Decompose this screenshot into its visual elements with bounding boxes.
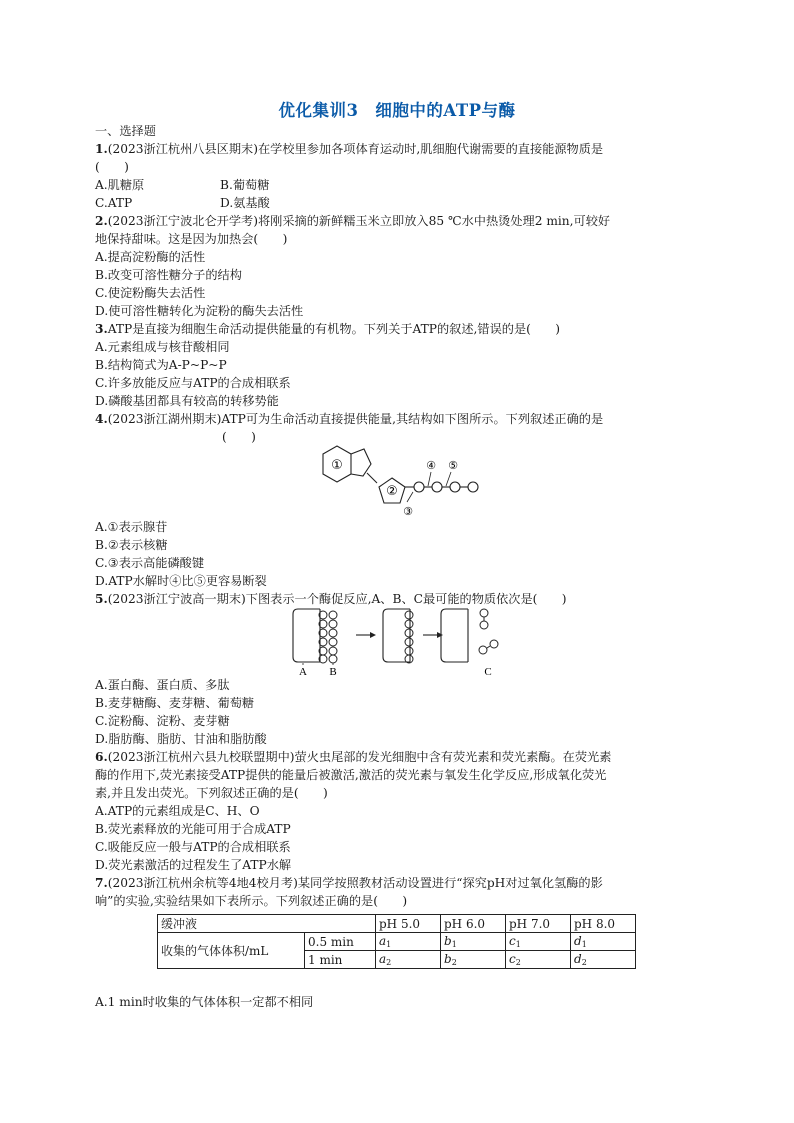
table-row-label: 收集的气体体积/mL [158,933,305,969]
label-circle-2: ② [386,484,398,499]
option-1b: B.葡萄糖 [220,178,270,192]
option-6b: B.荧光素释放的光能可用于合成ATP [95,822,291,836]
option-2a: A.提高淀粉酶的活性 [95,250,206,264]
option-4b: B.②表示核糖 [95,538,168,552]
option-6a: A.ATP的元素组成是C、H、O [95,804,260,818]
table-row [158,933,636,951]
option-3a: A.元素组成与核苷酸相同 [95,340,230,354]
option-3d: D.磷酸基团都具有较高的转移势能 [95,394,279,408]
option-5c: C.淀粉酶、淀粉、麦芽糖 [95,714,230,728]
question-6-stem-line3: 素,并且发出荧光。下列叙述正确的是( ) [95,786,328,800]
option-5b: B.麦芽糖酶、麦芽糖、葡萄糖 [95,696,255,710]
table-header-row [158,915,636,933]
label-circle-4: ④ [426,459,436,472]
option-2b: B.改变可溶性糖分子的结构 [95,268,242,282]
label-c: C [484,666,492,678]
option-3c: C.许多放能反应与ATP的合成相联系 [95,376,291,390]
table-header-cell: pH 7.0 [506,915,571,933]
label-b: B [329,666,337,678]
table-time-cell: 1 min [305,951,376,969]
atp-structure-diagram [310,445,490,517]
table-time-cell: 0.5 min [305,933,376,951]
question-4-answer-bracket: ( ) [222,430,256,444]
table-header-cell: 缓冲液 [158,915,376,933]
question-4-stem: 4.(2023浙江湖州期末)ATP可为生命活动直接提供能量,其结构如下图所示。下列叙述正确的是 [95,412,604,426]
table-cell: $a_1$ [376,933,441,951]
page-title: 优化集训3 细胞中的ATP与酶 [278,101,516,120]
table-header-cell: pH 8.0 [571,915,636,933]
label-circle-5: ⑤ [448,459,458,472]
table-cell: $c_1$ [506,933,571,951]
table-cell: $d_1$ [571,933,636,951]
ph-results-table [157,914,636,969]
option-6d: D.荧光素激活的过程发生了ATP水解 [95,858,292,872]
table-cell: $b_1$ [441,933,506,951]
question-7-stem-line2: 响”的实验,实验结果如下表所示。下列叙述正确的是( ) [95,894,408,908]
option-2c: C.使淀粉酶失去活性 [95,286,206,300]
option-3b: B.结构简式为A-P~P~P [95,358,227,372]
option-6c: C.吸能反应一般与ATP的合成相联系 [95,840,291,854]
option-4d: D.ATP水解时④比⑤更容易断裂 [95,574,267,588]
table-cell: $d_2$ [571,951,636,969]
question-7-stem: 7.(2023浙江杭州余杭等4地4校月考)某同学按照教材活动设置进行“探究pH对过氧化氢酶的影 [95,876,603,890]
question-2-stem: 2.(2023浙江宁波北仑开学考)将刚采摘的新鲜糯玉米立即放入85 ℃水中热烫处理2 min,可较好 [95,214,611,228]
section-heading: 一、选择题 [95,124,156,138]
option-5d: D.脂肪酶、脂肪、甘油和脂肪酸 [95,732,267,746]
label-circle-1: ① [331,458,343,473]
option-2d: D.使可溶性糖转化为淀粉的酶失去活性 [95,304,304,318]
table-cell: $c_2$ [506,951,571,969]
question-2-stem-line2: 地保持甜味。这是因为加热会( ) [95,232,288,246]
table-cell: $b_2$ [441,951,506,969]
table-cell: $a_2$ [376,951,441,969]
option-4c: C.③表示高能磷酸键 [95,556,205,570]
option-1d: D.氨基酸 [220,196,270,210]
question-6-stem-line2: 酶的作用下,荧光素接受ATP提供的能量后被激活,激活的荧光素与氧发生化学反应,形成氧化荧光 [95,768,607,782]
label-circle-3: ③ [403,505,413,517]
table-header-cell: pH 6.0 [441,915,506,933]
option-1c: C.ATP [95,196,133,210]
option-5a: A.蛋白酶、蛋白质、多肽 [95,678,230,692]
question-1-stem: 1.(2023浙江杭州八县区期末)在学校里参加各项体育运动时,肌细胞代谢需要的直接能源物质是 [95,142,604,156]
enzyme-reaction-diagram [288,607,508,679]
table-header-cell: pH 5.0 [376,915,441,933]
option-1a: A.肌糖原 [95,178,145,192]
question-3-stem: 3.ATP是直接为细胞生命活动提供能量的有机物。下列关于ATP的叙述,错误的是( ) [95,322,561,336]
question-5-stem: 5.(2023浙江宁波高一期末)下图表示一个酶促反应,A、B、C最可能的物质依次是( ) [95,592,567,606]
label-a: A [299,666,307,678]
question-1-answer-bracket: ( ) [95,160,129,174]
question-6-stem: 6.(2023浙江杭州六县九校联盟期中)萤火虫尾部的发光细胞中含有荧光素和荧光素酶。在荧光素 [95,750,612,764]
option-4a: A.①表示腺苷 [95,520,168,534]
option-7a: A.1 min时收集的气体体积一定都不相同 [95,995,314,1009]
